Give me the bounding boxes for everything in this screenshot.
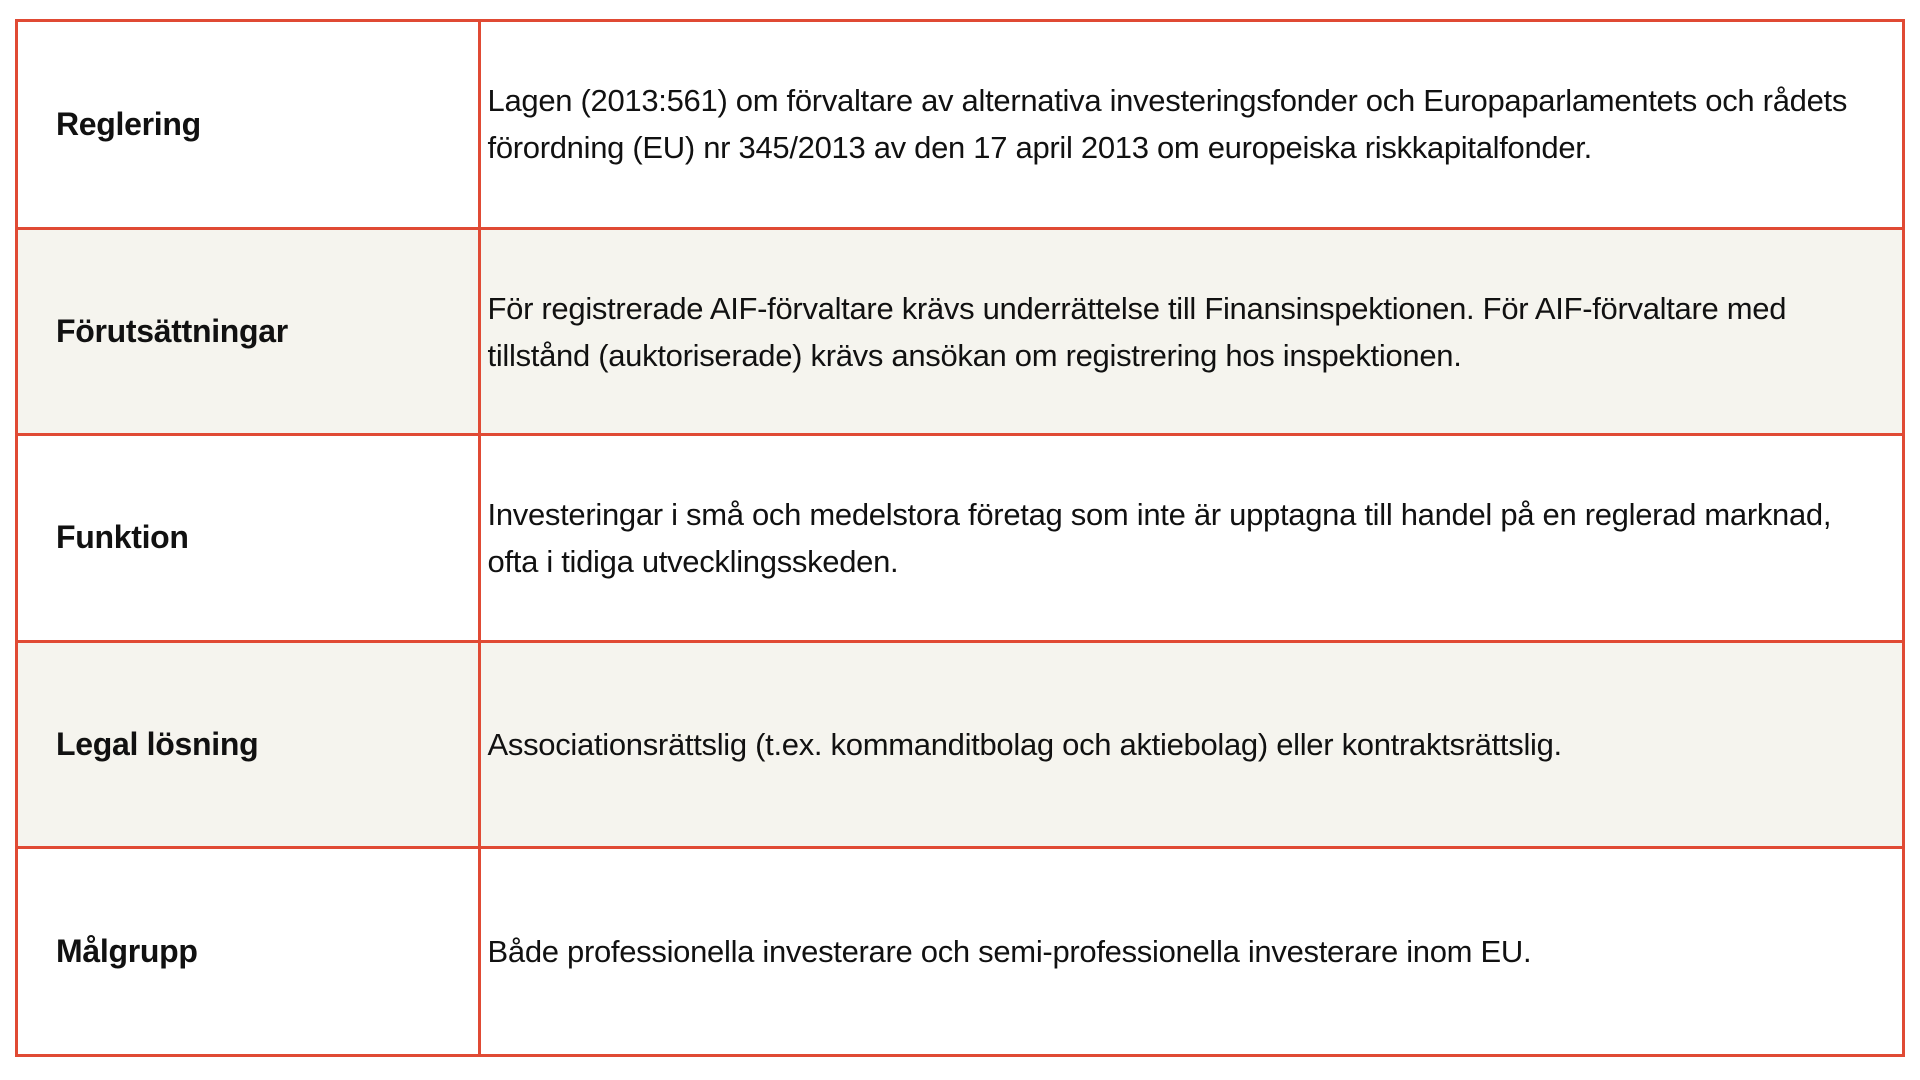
table-row-funktion (18, 435, 1902, 641)
info-table (18, 22, 1902, 1054)
row-value: Investeringar i små och medelstora företag som inte är upptagna till handel på en reglerad marknad, ofta i tidiga utvecklingsskeden. (479, 435, 1902, 641)
row-label: Funktion (18, 435, 479, 641)
table-row-legal-losning (18, 641, 1902, 847)
row-label: Legal lösning (18, 641, 479, 847)
table-row-malgrupp (18, 848, 1902, 1054)
row-label: Reglering (18, 22, 479, 228)
row-value: Både professionella investerare och semi-professionella investerare inom EU. (479, 848, 1902, 1054)
table-row-forutsattningar (18, 228, 1902, 434)
row-value: För registrerade AIF-förvaltare krävs underrättelse till Finansinspektionen. För AIF-förvaltare med tillstånd (auktoriserade) krävs ansökan om registrering hos inspektionen. (479, 228, 1902, 434)
row-label: Förutsättningar (18, 228, 479, 434)
table-row-reglering (18, 22, 1902, 228)
row-value: Lagen (2013:561) om förvaltare av alternativa investeringsfonder och Europaparlamentets och rådets förordning (EU) nr 345/2013 av den 17 april 2013 om europeiska riskkapitalfonder. (479, 22, 1902, 228)
info-table-frame (15, 19, 1905, 1057)
row-value: Associationsrättslig (t.ex. kommanditbolag och aktiebolag) eller kontraktsrättslig. (479, 641, 1902, 847)
row-label: Målgrupp (18, 848, 479, 1054)
